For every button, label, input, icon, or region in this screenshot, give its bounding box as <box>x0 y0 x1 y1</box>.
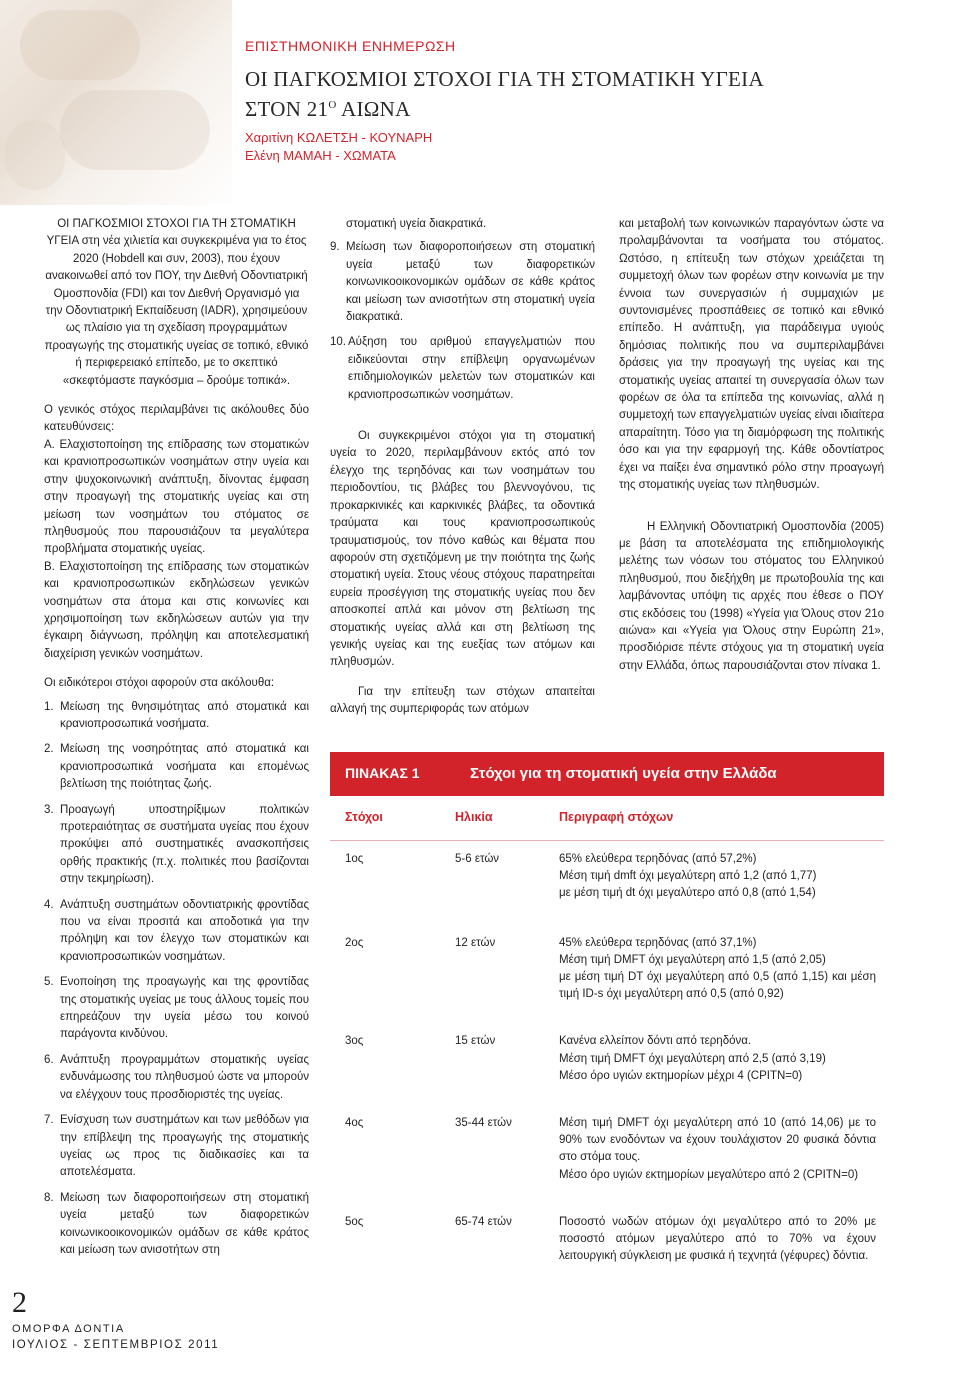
list-item: 3. Προαγωγή υποστηρίξιμων πολιτικών προτεραιότητας σε συστήματα υγείας που έχουν προκύψει από συστηματικές ανασκοπήσεις ορθής πρακτικής (π.χ. πολιτικές που βασίζονται στην τεκμηρίωση). <box>44 803 309 886</box>
table-row <box>330 1105 884 1184</box>
table-row <box>330 841 884 903</box>
table-caption: Στόχοι για τη στοματική υγεία στην Ελλάδα <box>470 765 777 783</box>
list-item: 5. Ενοποίηση της προαγωγής και της φροντίδας της στοματικής υγείας με τους άλλους τομείς που επηρεάζουν την υγεία μέσω του κοινού παράγοντα κινδύνου. <box>44 976 309 1041</box>
description-cell: Κανένα ελλείπον δόντι από τερηδόνα. Μέση τιμή DMFT όχι μεγαλύτερη από 2,5 (από 3,19) Μέσο όρο υγιών εκτημορίων μέχρι 4 (CPITN=0) <box>559 1035 826 1082</box>
article-title <box>245 66 925 122</box>
continued-text: στοματική υγεία διακρατικά. <box>346 218 487 230</box>
description-cell: Ποσοστό νωδών ατόμων όχι μεγαλύτερο από το 20% με ποσοστό ατόμων μεγαλύτερο από το 70% να έχουν λειτουργική σύγκλειση με φυσικά ή τεχνητά (γέφυρες) δόντια. <box>559 1215 876 1263</box>
column-2 <box>330 216 595 719</box>
list-item: 6. Ανάπτυξη προγραμμάτων στοματικής υγείας ενδυνάμωσης του πληθυσμού ώστε να μπορούν να ελέγχουν τους προσδιοριστές της υγείας. <box>44 1053 309 1101</box>
list-item: 8. Μείωση των διαφοροποιήσεων στη στοματική υγεία μεταξύ των διαφορετικών κοινωνικοοικονομικών ομάδων σε κάθε κράτος και μείωση των ανισοτήτων στη <box>44 1191 309 1256</box>
list-item: 9. Μείωση των διαφοροποιήσεων στη στοματική υγεία μεταξύ των διαφορετικών κοινωνικοοικονομικών ομάδων σε κάθε κράτος και μείωση των ανισοτήτων στη στοματική υγεία διακρατικά. <box>330 241 595 324</box>
paragraph: και μεταβολή των κοινωνικών παραγόντων ώστε να προλαμβάνονται τα νοσήματα του στόματος. Ωστόσο, η επίτευξη των στόχων χρειάζεται τη συμμετοχή όλων των φορέων στην κοινωνία με την έννοια των συνεργασιών ή συμμαχιών με συντονισμένες προσπάθειες σε τοπικό και εθνικό επίπεδο. Η ανάπτυξη, για παράδειγμα υγιούς δημόσιας πολιτικής που να συμπεριλαμβάνει δράσεις για την προαγωγή της υγείας και της στοματικής υγείας απαιτεί τη συνεργασία όλων των φορέων σε όλα τα επίπεδα της κοινωνίας, αλλά η συμμετοχή των επαγγελματιών υγείας είναι ιδιαίτερα απαραίτητη. Τόσο για τη διαμόρφωση της πολιτικής όσο και για την εφαρμογή της. Κάθε οδοντίατρος έχει να παίξει ένα σημαντικό ρόλο στην προαγωγή της στοματικής υγείας των πληθυσμών. <box>619 218 884 492</box>
author-1: Χαριτίνη ΚΩΛΕΤΣΗ - ΚΟΥΝΑΡΗ <box>245 130 433 145</box>
section-label: ΕΠΙΣΤΗΜΟΝΙΚΗ ΕΝΗΜΕΡΩΣΗ <box>245 38 456 54</box>
description-cell: Μέση τιμή DMFT όχι μεγαλύτερη από 10 (από 14,06) με το 90% των ενοδόντων να έχουν τουλάχιστον 20 φυσικά δόντια στο στόμα τους. Μέσο όρο υγιών εκτημορίων μεγαλύτερο από 2 (CPITN=0) <box>559 1117 876 1181</box>
direction-b: Β. Ελαχιστοποίηση της επίδρασης των στοματικών και κρανιοπροσωπικών εκδηλώσεων γενικών νοσημάτων στα άτομα και στις κοινωνίες και χρησιμοποίηση των εκδηλώσεων αυτών για την έγκαιρη διάγνωση, πρόληψη και αποτελεσματική διαχείριση γενικών νοσημάτων. <box>44 560 309 660</box>
page-number: 2 <box>12 1286 27 1319</box>
intro-paragraph: ΟΙ ΠΑΓΚΟΣΜΙΟΙ ΣΤΟΧΟΙ ΓΙΑ ΤΗ ΣΤΟΜΑΤΙΚΗ ΥΓΕΙΑ στη νέα χιλιετία και συγκεκριμένα για το έτος 2020 (Hobdell και συν, 2003), που έχουν ανακοινωθεί από τον ΠΟΥ, την Διεθνή Οδοντιατρική Ομοσπονδία (FDI) και τον Διεθνή Οργανισμό για την Οδοντιατρική Εκπαίδευση (IADR), χρησιμεύουν ως πλαίσιο για τη σχεδίαση προγραμμάτων προαγωγής της στοματικής υγείας σε τοπικό, εθνικό ή περιφερειακό επίπεδο, με το σκεπτικό «σκεφτόμαστε παγκόσμια – δρούμε τοπικά». <box>44 218 309 387</box>
list-item: 10. Αύξηση του αριθμού επαγγελματιών που ειδικεύονται στην επίβλεψη οργανωμένων επιδημιολογικών μελετών των στοματικών και κρανιοπροσωπικών νοσημάτων. <box>330 336 595 401</box>
list-item: 7. Ενίσχυση των συστημάτων και των μεθόδων για την επίβλεψη της προαγωγής της στοματικής υγείας ως προς τις διαδικασίες και τα αποτελέσματα. <box>44 1114 309 1179</box>
table-column-headers <box>330 796 884 841</box>
paragraph: Οι συγκεκριμένοι στόχοι για τη στοματική υγεία το 2020, περιλαμβάνουν εκτός από τον έλεγχο της τερηδόνας και των νοσημάτων του περιοδοντίου, τις βλάβες του βλεννογόνου, τις προκαρκινικές και καρκινικές βλάβες, τα οδοντικά τραύματα και τους κρανιοπροσωπικούς τραυματισμούς, τον πόνο καθώς και θέματα που αφορούν στη σχετιζόμενη με την ποιότητα της ζωής στοματική υγεία. Στους νέους στόχους παρατηρείται ευρεία προσέγγιση της στοματικής υγείας που δεν αποσκοπεί απλά και μόνον στη βελτίωση της στοματικής υγείας αλλά και στη βελτίωση της γενικής υγείας και της ευεξίας των ατόμων και πληθυσμών. <box>330 430 595 669</box>
title-line-2: ΣΤΟΝ $21^O$ ΑΙΩΝΑ <box>245 97 411 121</box>
goals-table <box>330 752 884 1265</box>
authors <box>245 129 432 165</box>
header-photo <box>0 0 232 205</box>
goal-cell: 4ος <box>345 1117 364 1130</box>
general-goal: Ο γενικός στόχος περιλαμβάνει τις ακόλουθες δύο κατευθύνσεις: <box>44 404 309 434</box>
description-cell: 45% ελεύθερα τερηδόνας (από 37,1%) Μέση τιμή DMFT όχι μεγαλύτερη από 1,5 (από 2,05) με μέση τιμή DT όχι μεγαλύτερη από 0,5 (από 1,15) και μέση τιμή ID-s όχι μεγαλύτερη από 0,5 (από 0,92) <box>559 936 876 1001</box>
paragraph: Η Ελληνική Οδοντιατρική Ομοσπονδία (2005) με βάση τα αποτελέσματα της επιδημιολογικής μελέτης των νόσων του στόματος του Ελληνικού πληθυσμού, που διεξήχθη με πρωτοβουλία της και λαμβάνοντας υπόψη τις αρχές που έθεσε ο ΠΟΥ στις εκδόσεις του (1998) «Υγεία για Όλους στον 21ο αιώνα» και «Υγεία για Όλους στην Ευρώπη 21», προσδιόρισε πέντε στόχους για τη στοματική υγεία στην Ελλάδα, όπως παρουσιάζονται στον πίνακα 1. <box>619 520 884 672</box>
description-cell: 65% ελεύθερα τερηδόνας (από 57,2%) Μέση τιμή dmft όχι μεγαλύτερη από 1,2 (από 1,77) με μέση τιμή dt όχι μεγαλύτερο από 0,8 (από 1,54) <box>559 853 817 900</box>
col-header-description: Περιγραφή στόχων <box>559 810 674 825</box>
table-label: ΠΙΝΑΚΑΣ 1 <box>345 765 420 782</box>
direction-a: Α. Ελαχιστοποίηση της επίδρασης των στοματικών και κρανιοπροσωπικών νοσημάτων στην υγεία και στην ψυχοκοινωνική ανάπτυξη, δίνοντας έμφαση στην προαγωγή της στοματικής υγείας και στη μείωση των νοσημάτων του στόματος σε πληθυσμούς που παρουσιάζουν τα μεγαλύτερα προβλήματα στοματικής υγείας. <box>44 438 309 556</box>
list-item: 4. Ανάπτυξη συστημάτων οδοντιατρικής φροντίδας που να είναι προσιτά και αποδοτικά για την πρόληψη και τον έλεγχο των στοματικών και κρανιοπροσωπικών νοσημάτων. <box>44 898 309 963</box>
goal-cell: 1ος <box>345 853 364 865</box>
age-cell: 15 ετών <box>455 1035 496 1048</box>
goal-cell: 2ος <box>345 936 364 949</box>
column-1 <box>44 216 309 1259</box>
paragraph: Για την επίτευξη των στόχων απαιτείται αλλαγή της συμπεριφοράς των ατόμων <box>330 685 595 716</box>
goal-cell: 5ος <box>345 1215 364 1228</box>
age-cell: 12 ετών <box>455 936 496 949</box>
age-cell: 65-74 ετών <box>455 1215 512 1228</box>
issue-date: ΙΟΥΛΙΟΣ - ΣΕΠΤΕΜΒΡΙΟΣ 2011 <box>12 1339 220 1351</box>
col-header-goals: Στόχοι <box>345 810 383 825</box>
list-item: 1. Μείωση της θνησιμότητας από στοματικά και κρανιοπροσωπικά νοσήματα. <box>44 700 309 730</box>
specific-goals-intro: Οι ειδικότεροι στόχοι αφορούν στα ακόλουθα: <box>44 677 275 690</box>
magazine-name: ΟΜΟΡΦΑ ΔΟΝΤΙΑ <box>12 1323 125 1335</box>
age-cell: 35-44 ετών <box>455 1117 512 1130</box>
col-header-age: Ηλικία <box>455 810 493 825</box>
table-row <box>330 925 884 1004</box>
goal-cell: 3ος <box>345 1035 364 1048</box>
age-cell: 5-6 ετών <box>455 853 500 865</box>
list-item: 2. Μείωση της νοσηρότητας από στοματικά και κρανιοπροσωπικά νοσήματα και επομένως βελτίωση της ποιότητας ζωής. <box>44 743 309 791</box>
title-line-1: ΟΙ ΠΑΓΚΟΣΜΙΟΙ ΣΤΟΧΟΙ ΓΙΑ ΤΗ ΣΤΟΜΑΤΙΚΗ ΥΓΕΙΑ <box>245 67 764 91</box>
table-header <box>330 752 884 796</box>
table-row <box>330 1023 884 1085</box>
column-3 <box>619 216 884 675</box>
author-2: Ελένη ΜΑΜΑΗ - ΧΩΜΑΤΑ <box>245 148 396 163</box>
table-row <box>330 1204 884 1266</box>
